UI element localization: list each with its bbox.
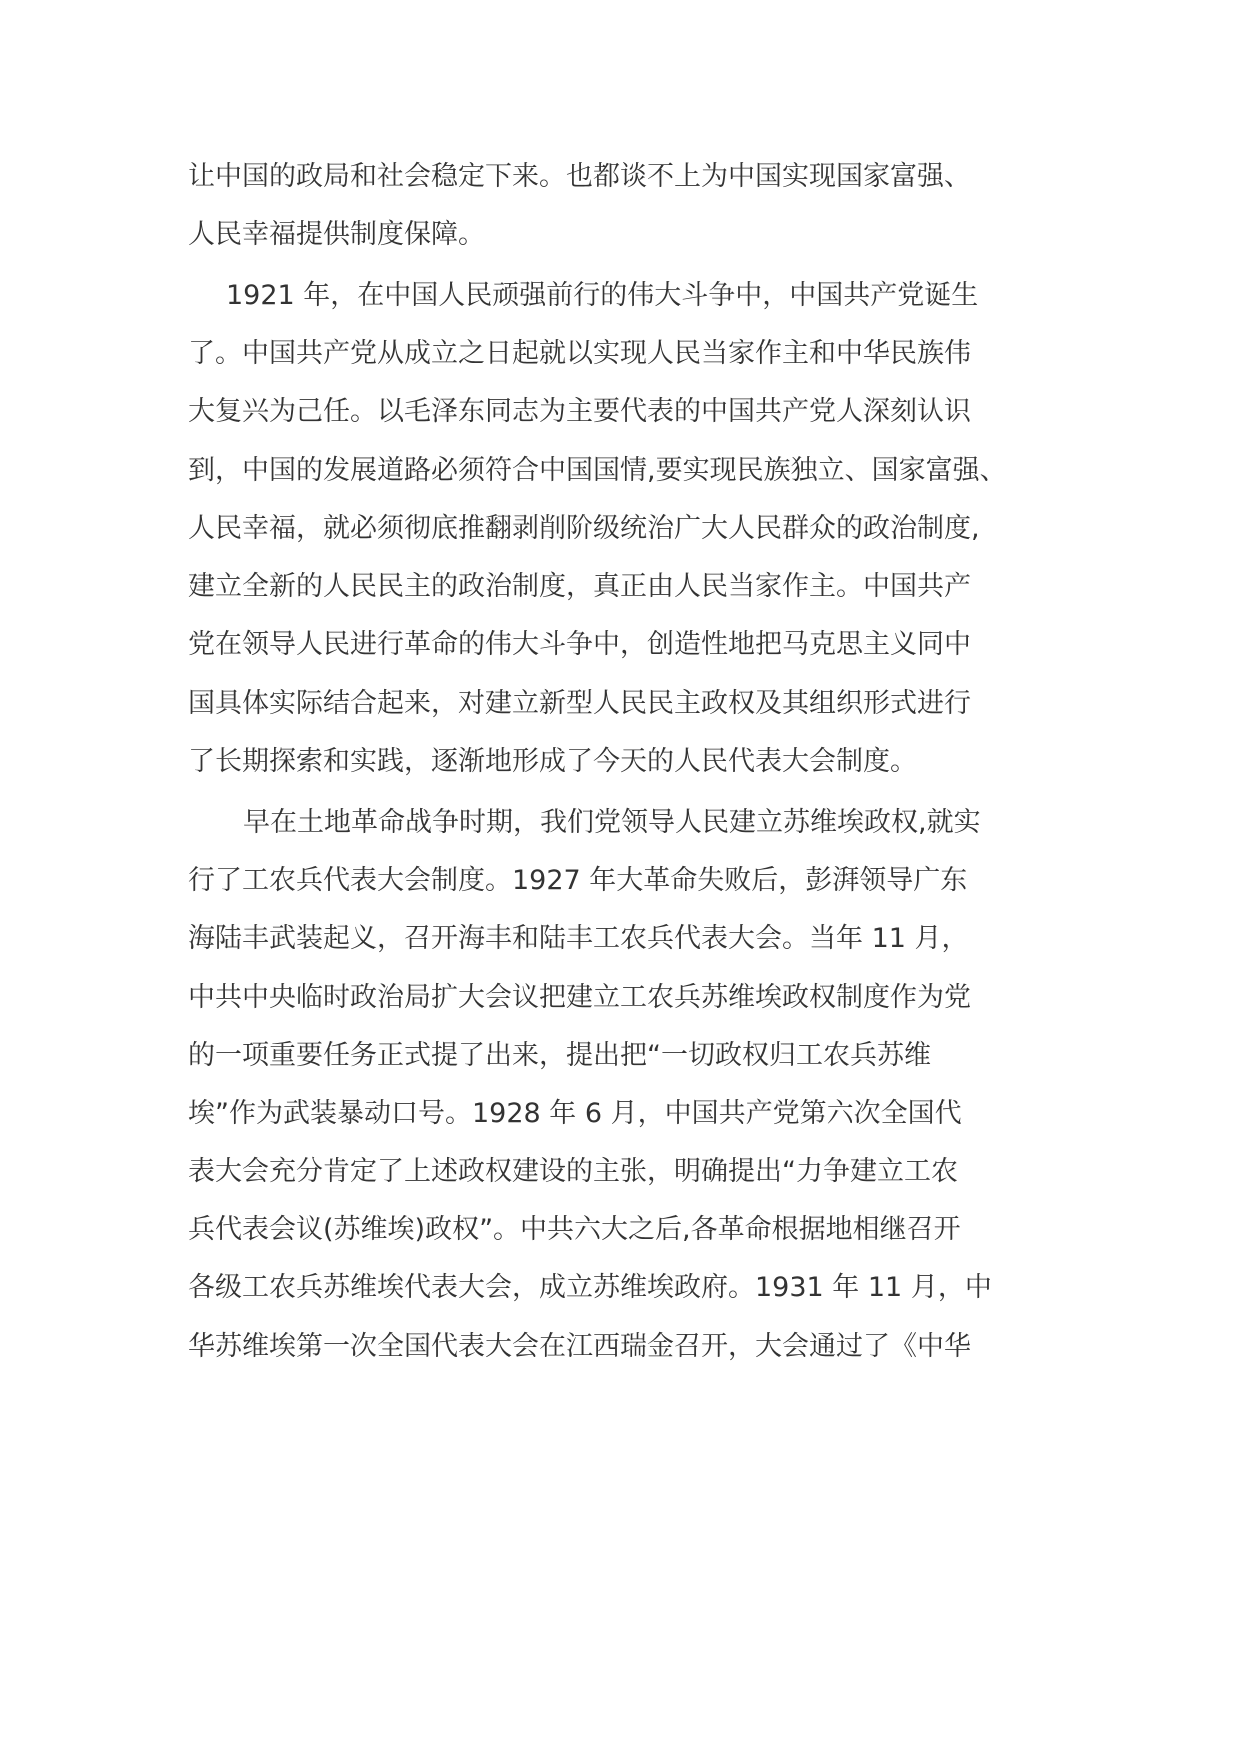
text-line: 行了工农兵代表大会制度。1927 年大革命失败后，彭湃领导广东 bbox=[188, 865, 968, 896]
text-line: 中共中央临时政治局扩大会议把建立工农兵苏维埃政权制度作为党 bbox=[188, 982, 971, 1013]
text-line: 了。中国共产党从成立之日起就以实现人民当家作主和中华民族伟 bbox=[188, 338, 971, 369]
text-line: 兵代表会议(苏维埃)政权”。中共六大之后,各革命根据地相继召开 bbox=[188, 1214, 961, 1245]
text-line: 党在领导人民进行革命的伟大斗争中，创造性地把马克思主义同中 bbox=[188, 629, 971, 660]
text-line: 建立全新的人民民主的政治制度，真正由人民当家作主。中国共产 bbox=[188, 571, 971, 602]
text-line: 各级工农兵苏维埃代表大会，成立苏维埃政府。1931 年 11 月，中 bbox=[188, 1272, 992, 1303]
text-line: 埃”作为武装暴动口号。1928 年 6 月，中国共产党第六次全国代 bbox=[188, 1098, 962, 1129]
text-line: 国具体实际结合起来，对建立新型人民民主政权及其组织形式进行 bbox=[188, 688, 971, 719]
text-line: 人民幸福提供制度保障。 bbox=[188, 219, 485, 250]
text-line: 了长期探索和实践，逐渐地形成了今天的人民代表大会制度。 bbox=[188, 746, 917, 777]
text-line: 华苏维埃第一次全国代表大会在江西瑞金召开，大会通过了《中华 bbox=[188, 1331, 971, 1362]
text-line: 大复兴为己任。以毛泽东同志为主要代表的中国共产党人深刻认识 bbox=[188, 396, 971, 427]
text-line: 人民幸福，就必须彻底推翻剥削阶级统治广大人民群众的政治制度, bbox=[188, 513, 980, 544]
text-line: 的一项重要任务正式提了出来，提出把“一切政权归工农兵苏维 bbox=[188, 1040, 931, 1071]
text-line: 到，中国的发展道路必须符合中国国情,要实现民族独立、国家富强、 bbox=[188, 455, 1007, 486]
paragraph-start-line: 1921 年，在中国人民顽强前行的伟大斗争中，中国共产党诞生 bbox=[226, 280, 979, 311]
text-line: 海陆丰武装起义，召开海丰和陆丰工农兵代表大会。当年 11 月， bbox=[188, 923, 969, 954]
text-line: 让中国的政局和社会稳定下来。也都谈不上为中国实现国家富强、 bbox=[188, 161, 971, 192]
paragraph-start-line: 早在土地革命战争时期，我们党领导人民建立苏维埃政权,就实 bbox=[243, 807, 981, 838]
text-line: 表大会充分肯定了上述政权建设的主张，明确提出“力争建立工农 bbox=[188, 1156, 958, 1187]
